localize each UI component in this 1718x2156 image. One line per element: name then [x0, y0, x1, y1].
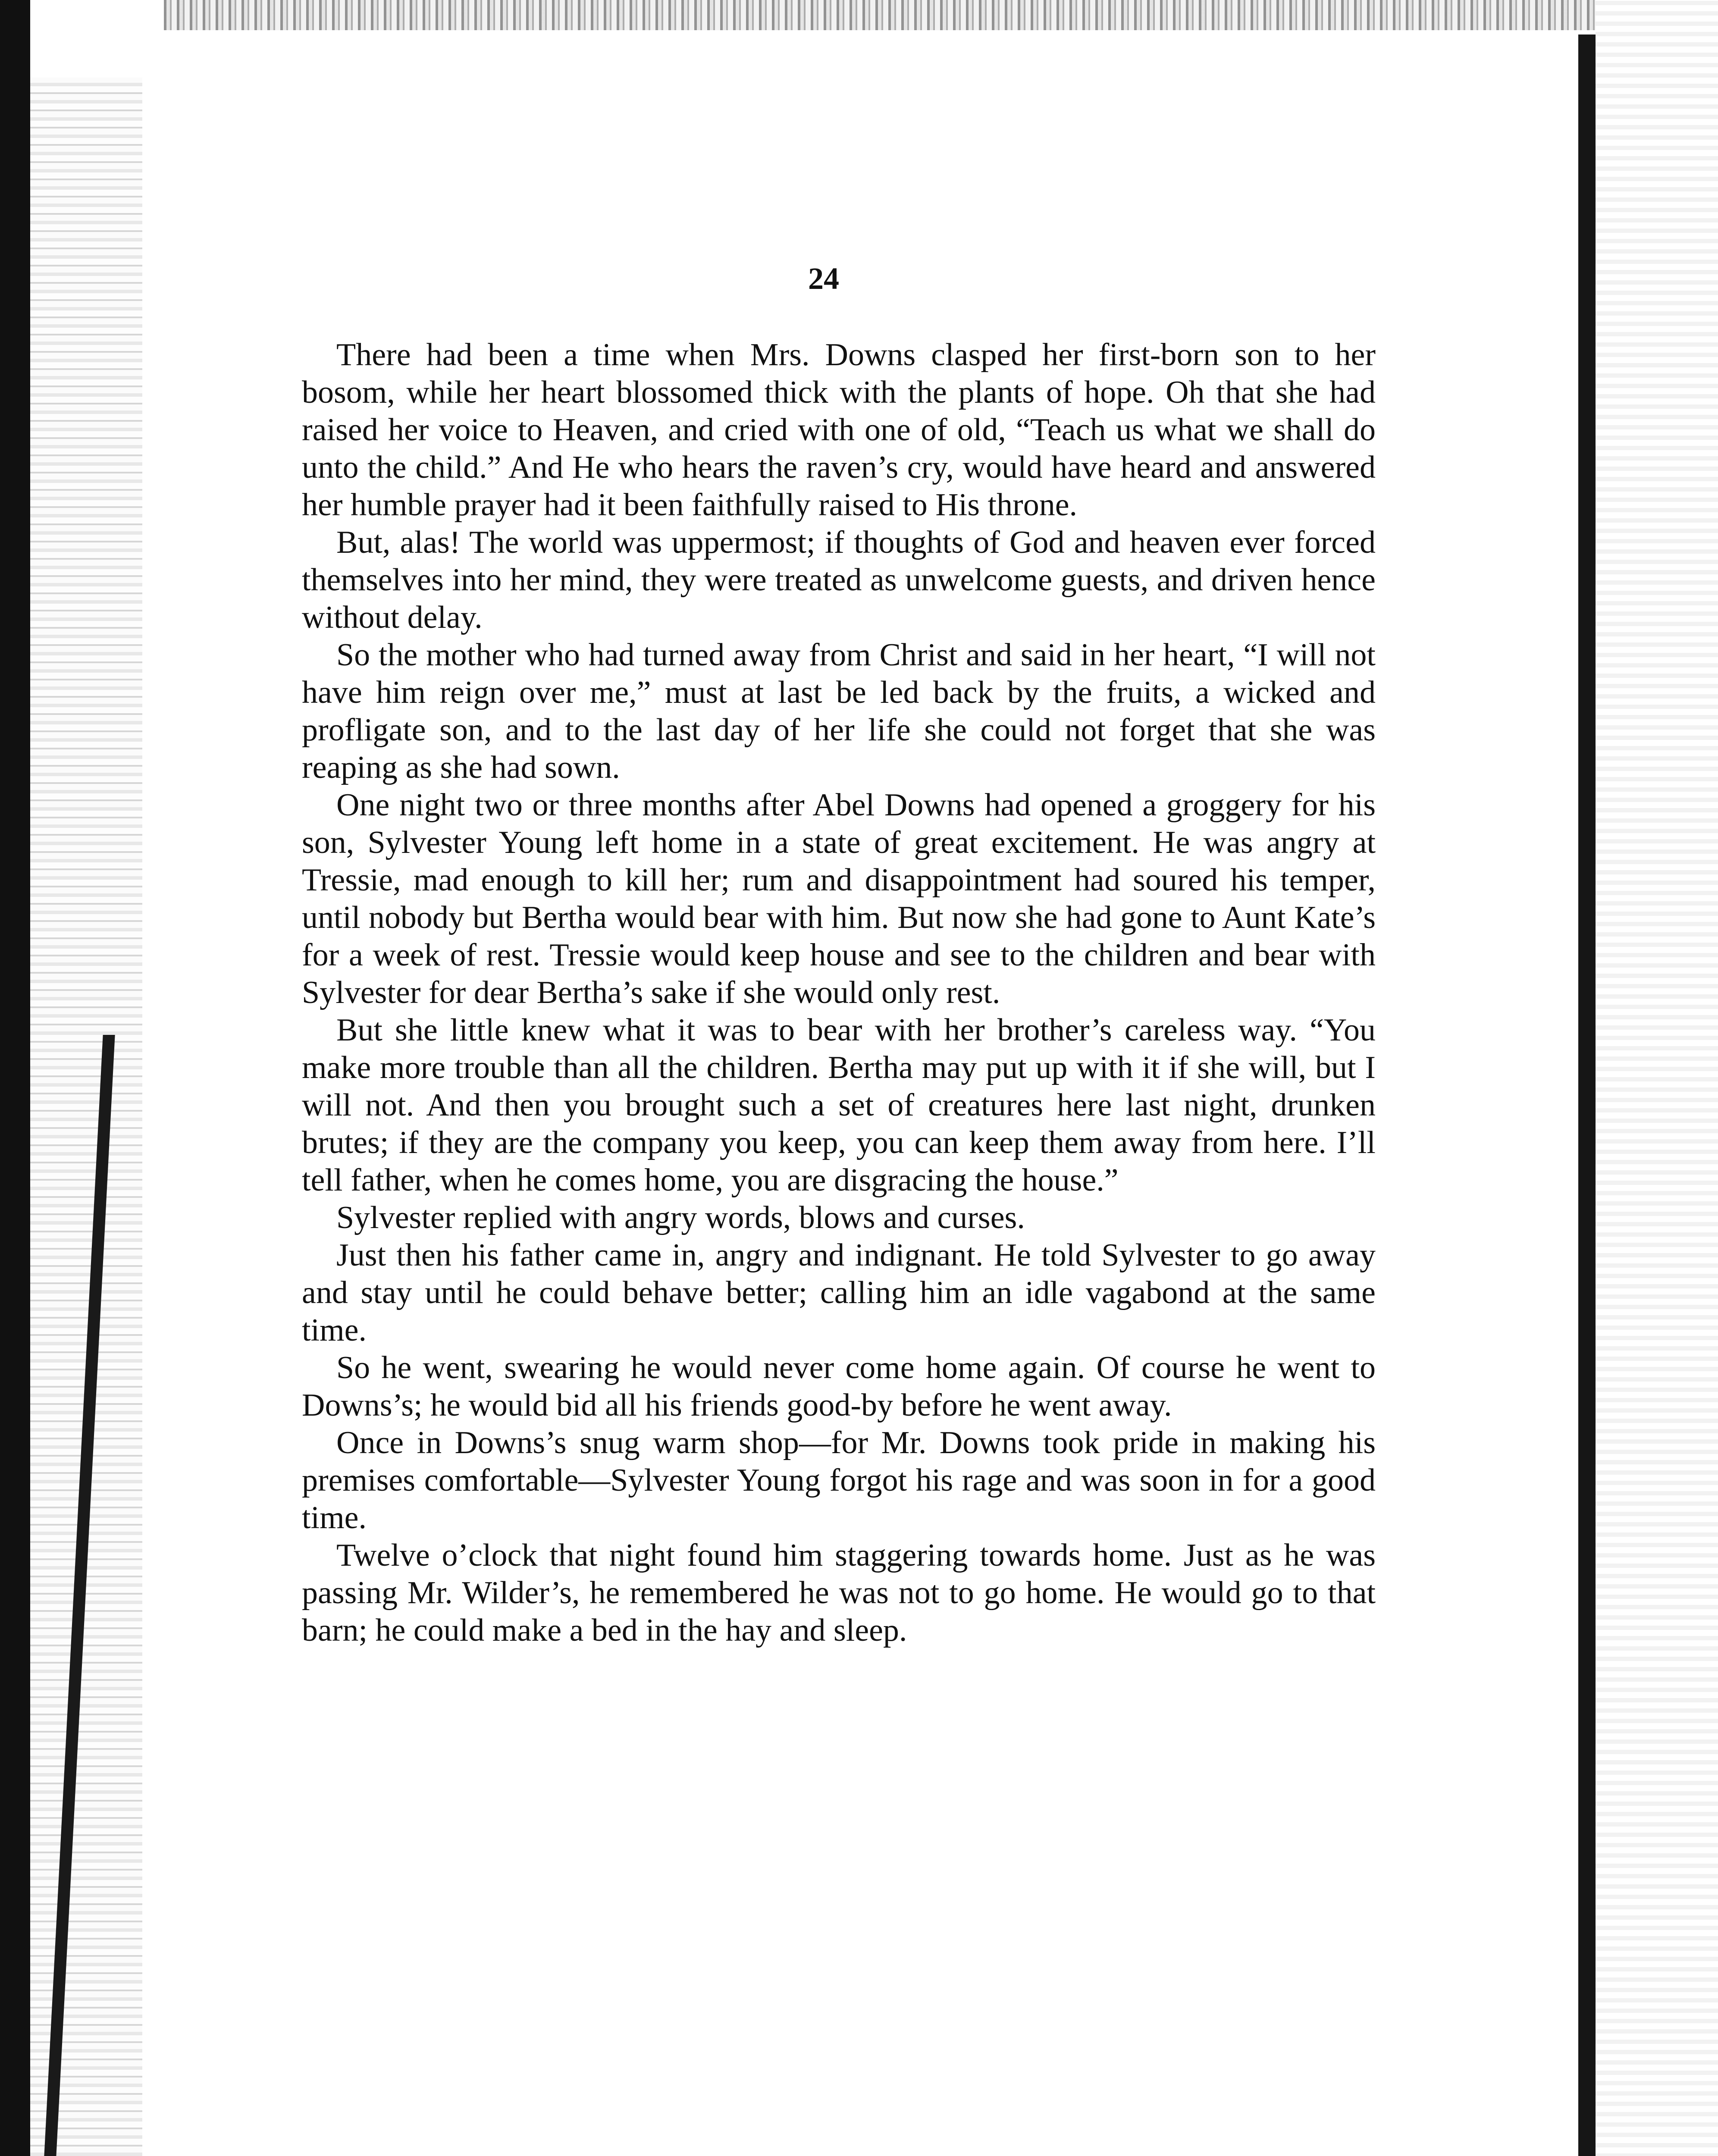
binding-edge	[0, 0, 30, 2156]
paragraph: Sylvester replied with angry words, blows and curses.	[336, 1200, 1025, 1235]
paragraph: So the mother who had turned away from Christ and said in her heart, “I will not have him reign over me,” must at last be led back by the fruits, a wicked and profligate son, and to the last day of her life she could not forget that she was reaping as she had sown.	[302, 637, 1376, 785]
paragraph: So he went, swearing he would never come home again. Of course he went to Downs’s; he would bid all his friends good-by before he went away.	[302, 1350, 1376, 1423]
page-number: 24	[808, 261, 839, 296]
paragraph: One night two or three months after Abel Downs had opened a groggery for his son, Sylvester Young left home in a state of great excitement. He was angry at Tressie, mad enough to kill her; rum and disappointment had soured his temper, until nobody but Bertha would bear with him. But now she had gone to Aunt Kate’s for a week of rest. Tressie would keep house and see to the children and bear with Sylvester for dear Bertha’s sake if she would only rest.	[302, 787, 1376, 1010]
paragraph: There had been a time when Mrs. Downs clasped her first-born son to her bosom, while her heart blossomed thick with the plants of hope. Oh that she had raised her voice to Heaven, and cried with one of old, “Teach us what we shall do unto the child.” And He who hears the raven’s cry, would have heard and answered her humble prayer had it been faithfully raised to His throne.	[302, 337, 1376, 523]
paragraph: Once in Downs’s snug warm shop—for Mr. Downs took pride in making his premises comfortable—Sylvester Young forgot his rage and was soon in for a good time.	[302, 1425, 1376, 1536]
paragraph: Twelve o’clock that night found him staggering towards home. Just as he was passing Mr. Wilder’s, he remembered he was not to go home. He would go to that barn; he could make a bed in the hay and sleep.	[302, 1538, 1376, 1648]
scan-margin-right	[1596, 0, 1718, 2156]
scan-noise-top	[164, 0, 1596, 30]
paragraph: Just then his father came in, angry and indignant. He told Sylvester to go away and stay until he could behave better; calling him an idle vagabond at the same time.	[302, 1238, 1376, 1348]
paragraph: But she little knew what it was to bear with her brother’s careless way. “You make more trouble than all the children. Bertha may put up with it if she will, but I will not. And then you brought such a set of creatures here last night, drunken brutes; if they are the company you keep, you can keep them away from here. I’ll tell father, when he comes home, you are disgracing the house.”	[302, 1012, 1376, 1198]
paragraph: But, alas! The world was uppermost; if thoughts of God and heaven ever forced themselves into her mind, they were treated as unwelcome guests, and driven hence without delay.	[302, 525, 1376, 635]
page-right-edge	[1578, 34, 1596, 2156]
body-text	[302, 336, 1376, 1649]
